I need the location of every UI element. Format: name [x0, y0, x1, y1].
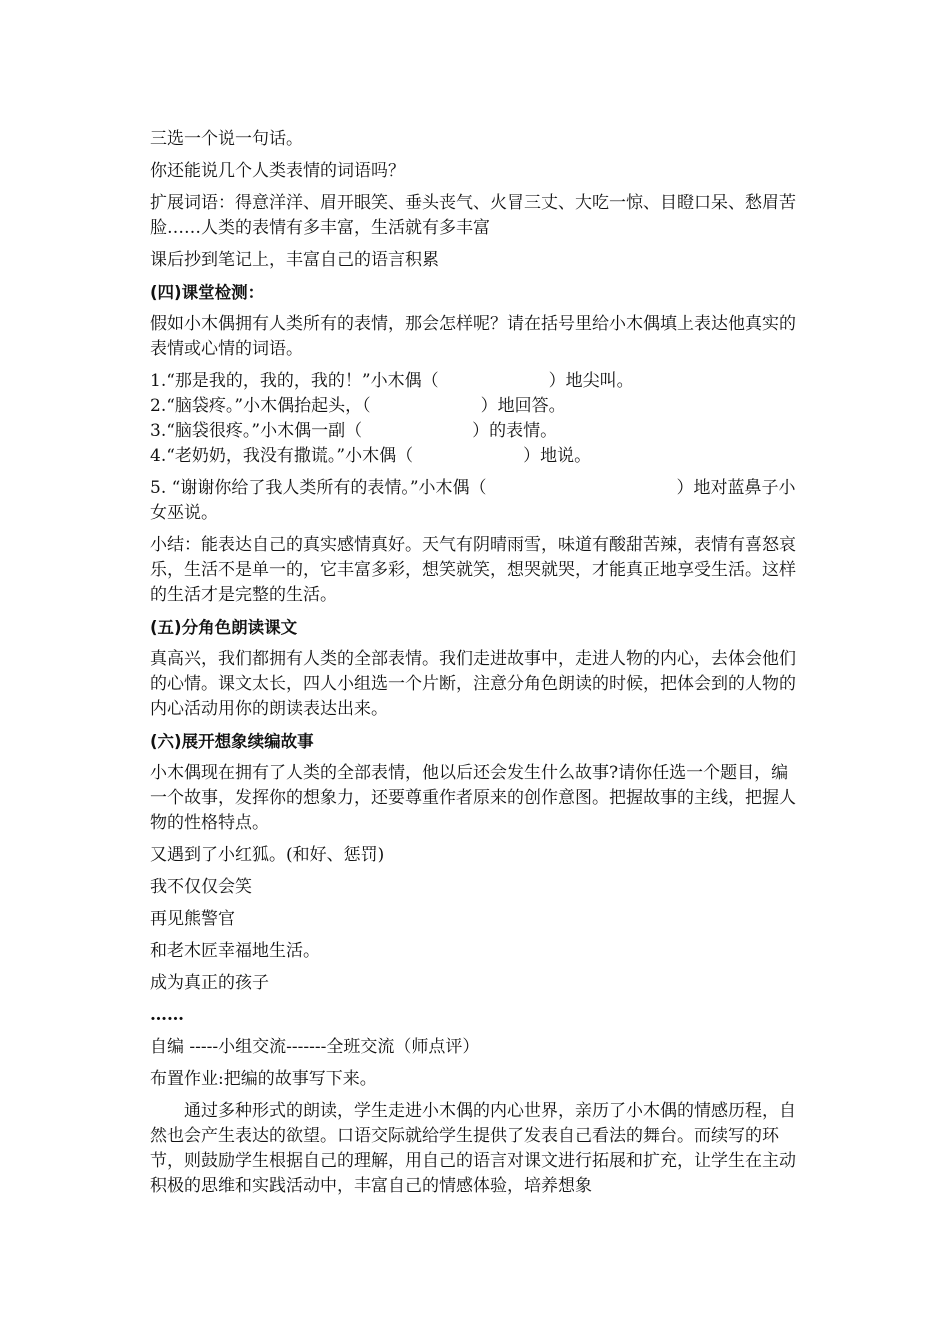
document-body [150, 127, 802, 1206]
exercise-4-suffix: ）地说。 [523, 446, 592, 466]
paragraph-question: 你还能说几个人类表情的词语吗？ [150, 161, 405, 181]
section-4-intro: 假如小木偶拥有人类所有的表情，那会怎样呢？请在括号里给小木偶填上表达他真实的表情或心情的词语。 [150, 314, 796, 359]
exercise-2-suffix: ）地回答。 [480, 396, 566, 416]
story-topic-5: 成为真正的孩子 [150, 973, 269, 993]
exercise-1-suffix: ）地尖叫。 [548, 371, 634, 391]
exercise-item-5 [150, 476, 802, 526]
section-5-body: 真高兴，我们都拥有人类的全部表情。我们走进故事中，走进人物的内心，去体会他们的心情。课文太长，四人小组选一个片断，注意分角色朗读的时候，把体会到的人物的内心活动用你的朗读表达出来。 [150, 649, 796, 719]
exercise-1-prefix: 1.“那是我的，我的，我的！”小木偶（ [150, 371, 439, 391]
paragraph-expand-words: 扩展词语：得意洋洋、眉开眼笑、垂头丧气、火冒三丈、大吃一惊、目瞪口呆、愁眉苦脸……人类的表情有多丰富，生活就有多丰富 [150, 193, 796, 238]
exercise-4-prefix: 4.“老奶奶，我没有撒谎。”小木偶（ [150, 446, 414, 466]
section-heading-5: (五)分角色朗读课文 [150, 618, 298, 637]
homework-line: 布置作业:把编的故事写下来。 [150, 1069, 377, 1089]
section-heading-6: (六)展开想象续编故事 [150, 732, 314, 751]
exercise-item-4 [150, 444, 802, 469]
section-heading-4: (四)课堂检测： [150, 283, 265, 302]
story-topic-1: 又遇到了小红狐。(和好、惩罚) [150, 845, 385, 865]
process-line: 自编 -----小组交流-------全班交流（师点评） [150, 1037, 480, 1057]
story-topic-3: 再见熊警官 [150, 909, 235, 929]
story-topic-ellipsis: …… [150, 1005, 184, 1025]
story-topic-4: 和老木匠幸福地生活。 [150, 941, 320, 961]
section-6-body: 小木偶现在拥有了人类的全部表情，他以后还会发生什么故事?请你任选一个题目，编一个故事，发挥你的想象力，还要尊重作者原来的创作意图。把握故事的主线，把握人物的性格特点。 [150, 763, 796, 833]
story-topic-2: 我不仅仅会笑 [150, 877, 252, 897]
reflection-paragraph: 通过多种形式的朗读，学生走进小木偶的内心世界，亲历了小木偶的情感历程，自然也会产生表达的欲望。口语交际就给学生提供了发表自己看法的舞台。而续写的环节，则鼓励学生根据自己的理解，用自己的语言对课文进行拓展和扩充，让学生在主动积极的思维和实践活动中，丰富自己的情感体验，培养想象 [150, 1101, 796, 1196]
exercise-item-3 [150, 419, 802, 444]
paragraph-copy-notes: 课后抄到笔记上，丰富自己的语言积累 [150, 250, 439, 270]
exercise-3-prefix: 3.“脑袋很疼。”小木偶一副（ [150, 421, 363, 441]
exercise-5-prefix: 5. “谢谢你给了我人类所有的表情。”小木偶（ [150, 478, 487, 498]
exercise-5-suffix: ）地对蓝鼻子小女巫说。 [150, 478, 796, 523]
exercise-item-2 [150, 394, 802, 419]
exercise-3-suffix: ）的表情。 [472, 421, 558, 441]
exercise-2-prefix: 2.“脑袋疼。”小木偶抬起头，（ [150, 396, 371, 416]
exercise-item-1 [150, 369, 802, 394]
paragraph-choose-one: 三选一个说一句话。 [150, 129, 303, 149]
section-4-summary: 小结：能表达自己的真实感情真好。天气有阴晴雨雪，味道有酸甜苦辣，表情有喜怒哀乐，生活不是单一的，它丰富多彩，想笑就笑，想哭就哭，才能真正地享受生活。这样的生活才是完整的生活。 [150, 535, 796, 605]
